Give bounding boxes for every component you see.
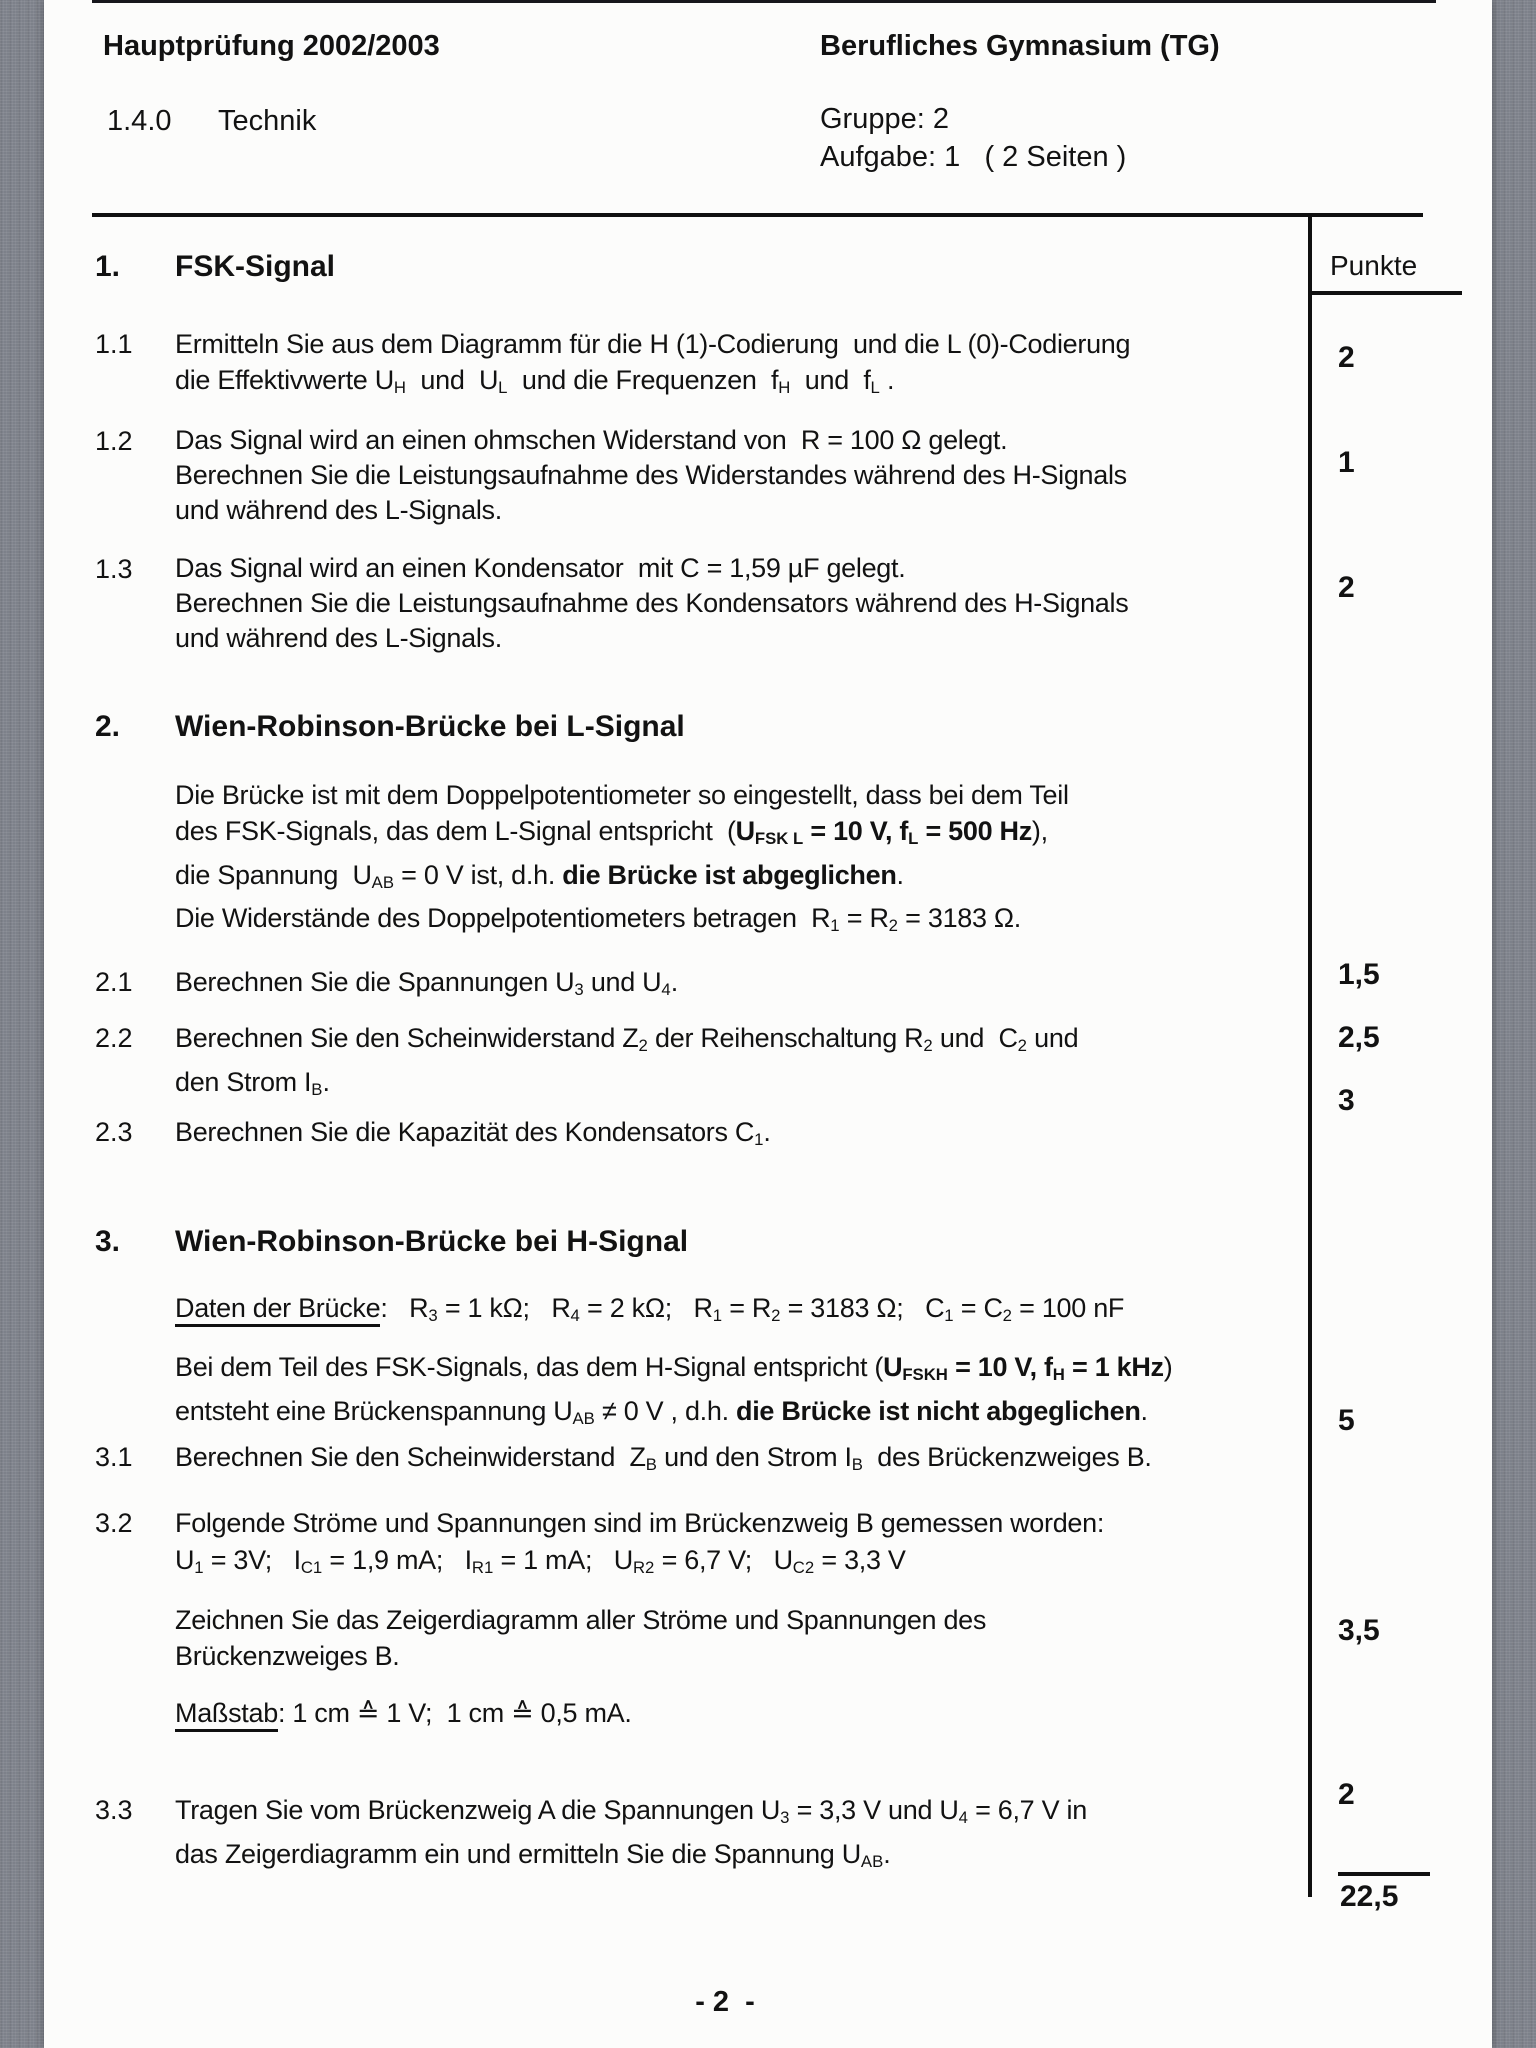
item-text-line: Berechnen Sie die Leistungsaufnahme des Widerstandes während des H-Signals xyxy=(175,460,1127,490)
paragraph-line: Maßstab: 1 cm ≙ 1 V; 1 cm ≙ 0,5 mA. xyxy=(175,1695,1308,1731)
points-value-1-1: 2 xyxy=(1338,341,1355,374)
item-number: 3.1 xyxy=(95,1442,133,1472)
item-number: 2.1 xyxy=(95,967,133,997)
course-code: 1.4.0 xyxy=(107,105,172,137)
task-label: Aufgabe: 1 ( 2 Seiten ) xyxy=(820,141,1127,173)
points-value-2-3: 3 xyxy=(1338,1084,1355,1117)
paragraph-line: des FSK-Signals, das dem L-Signal entspricht ($U_{FSK L} = 10$ V, $f_L = 500$ Hz), xyxy=(175,816,1048,849)
item-number: 2.2 xyxy=(95,1023,133,1053)
school-name: Berufliches Gymnasium (TG) xyxy=(820,30,1220,62)
item-number: 3.3 xyxy=(95,1795,133,1825)
item-text-line: Berechnen Sie die Kapazität des Kondensators $C_1$. xyxy=(175,1117,771,1150)
item-text-line: und während des L-Signals. xyxy=(175,495,502,525)
paragraph-line: Die Widerstände des Doppelpotentiometers betragen $R_1 = R_2 = 3183$ Ω. xyxy=(175,903,1022,936)
group-label: Gruppe: 2 xyxy=(820,103,949,135)
item-text-line: Tragen Sie vom Brückenzweig A die Spannungen $U_3 = 3,3$ V und $U_4 = 6,7$ V in xyxy=(175,1795,1087,1828)
points-value-3-3: 2 xyxy=(1338,1778,1355,1811)
points-value-1-2: 1 xyxy=(1338,446,1355,479)
paragraph-line: entsteht eine Brückenspannung $U_{AB} \ne 0$ V , d.h. die Brücke ist nicht abgeglichen. xyxy=(175,1396,1148,1429)
points-value-2-1: 1,5 xyxy=(1338,958,1380,991)
section-3-title: Wien-Robinson-Brücke bei H-Signal xyxy=(175,1225,689,1258)
section-2-number: 2. xyxy=(95,710,121,743)
item-text-line: das Zeigerdiagramm ein und ermitteln Sie die Spannung $U_{AB}$. xyxy=(175,1839,891,1872)
points-column-rule xyxy=(1308,213,1312,1897)
paragraph-line: Die Brücke ist mit dem Doppelpotentiometer so eingestellt, dass bei dem Teil xyxy=(175,780,1069,810)
item-text-line: Folgende Ströme und Spannungen sind im Brückenzweig B gemessen worden: xyxy=(175,1508,1105,1538)
exam-title: Hauptprüfung 2002/2003 xyxy=(103,30,440,62)
points-value-1-3: 2 xyxy=(1338,571,1355,604)
item-number: 1.1 xyxy=(95,329,133,359)
header-divider-rule xyxy=(92,213,1423,217)
page-number: - 2 - xyxy=(695,1986,755,2018)
item-text-line: Berechnen Sie den Scheinwiderstand $Z_2$ der Reihenschaltung $R_2$ und $C_2$ und xyxy=(175,1023,1079,1056)
item-text-line: den Strom $I_B$. xyxy=(175,1067,330,1100)
item-number: 3.2 xyxy=(95,1508,133,1538)
item-number: 1.3 xyxy=(95,554,133,584)
points-header-underline xyxy=(1312,291,1462,295)
item-text-line: und während des L-Signals. xyxy=(175,623,502,653)
points-column-header: Punkte xyxy=(1330,250,1418,281)
section-2-title: Wien-Robinson-Brücke bei L-Signal xyxy=(175,710,685,743)
item-text-line: Ermitteln Sie aus dem Diagramm für die H (1)-Codierung und die L (0)-Codierung xyxy=(175,329,1131,359)
item-text-line: Berechnen Sie den Scheinwiderstand $Z_B$ und den Strom $I_B$ des Brückenzweiges B. xyxy=(175,1442,1152,1475)
paragraph-line: Bei dem Teil des FSK-Signals, das dem H-Signal entspricht ($U_{FSKH} = 10$ V, $f_H = 1$ kHz) xyxy=(175,1352,1173,1385)
total-points: 22,5 xyxy=(1340,1880,1399,1913)
course-subject: Technik xyxy=(218,105,317,137)
total-points-rule xyxy=(1338,1872,1430,1876)
paragraph-line: Zeichnen Sie das Zeigerdiagramm aller Ströme und Spannungen des xyxy=(175,1605,987,1635)
points-value-3-2: 3,5 xyxy=(1338,1614,1380,1647)
paragraph-line: Brückenzweiges B. xyxy=(175,1641,400,1671)
section-1-number: 1. xyxy=(95,250,121,283)
paragraph-line: Daten der Brücke: $R_3 = 1$ kΩ; $R_4 = 2$ kΩ; $R_1 = R_2 = 3183$ Ω; $C_1 = C_2 = 100$ nF xyxy=(175,1293,1125,1326)
item-text-line: Berechnen Sie die Leistungsaufnahme des Kondensators während des H-Signals xyxy=(175,588,1129,618)
section-3-number: 3. xyxy=(95,1225,121,1258)
points-value-3-1: 5 xyxy=(1338,1404,1355,1437)
points-value-2-2: 2,5 xyxy=(1338,1021,1380,1054)
item-text-line: Das Signal wird an einen Kondensator mit C = 1,59 µF gelegt. xyxy=(175,553,906,583)
paragraph-line: die Spannung $U_{AB} = 0$ V ist, d.h. die Brücke ist abgeglichen. xyxy=(175,860,904,893)
item-number: 2.3 xyxy=(95,1117,133,1147)
section-1-title: FSK-Signal xyxy=(175,250,336,283)
item-text-line: Berechnen Sie die Spannungen $U_3$ und $U_4$. xyxy=(175,967,678,1000)
item-text-line: die Effektivwerte $U_H$ und $U_L$ und die Frequenzen $f_H$ und $f_L$ . xyxy=(175,365,895,398)
item-text-line: $U_1 = 3V$; $I_{C1} = 1,9$ mA; $I_{R1} = 1$ mA; $U_{R2} = 6,7$ V; $U_{C2} = 3,3$ V xyxy=(175,1545,906,1578)
item-number: 1.2 xyxy=(95,426,133,456)
exam-paper xyxy=(44,0,1492,2048)
item-text-line: Das Signal wird an einen ohmschen Widerstand von R = 100 Ω gelegt. xyxy=(175,425,1008,455)
